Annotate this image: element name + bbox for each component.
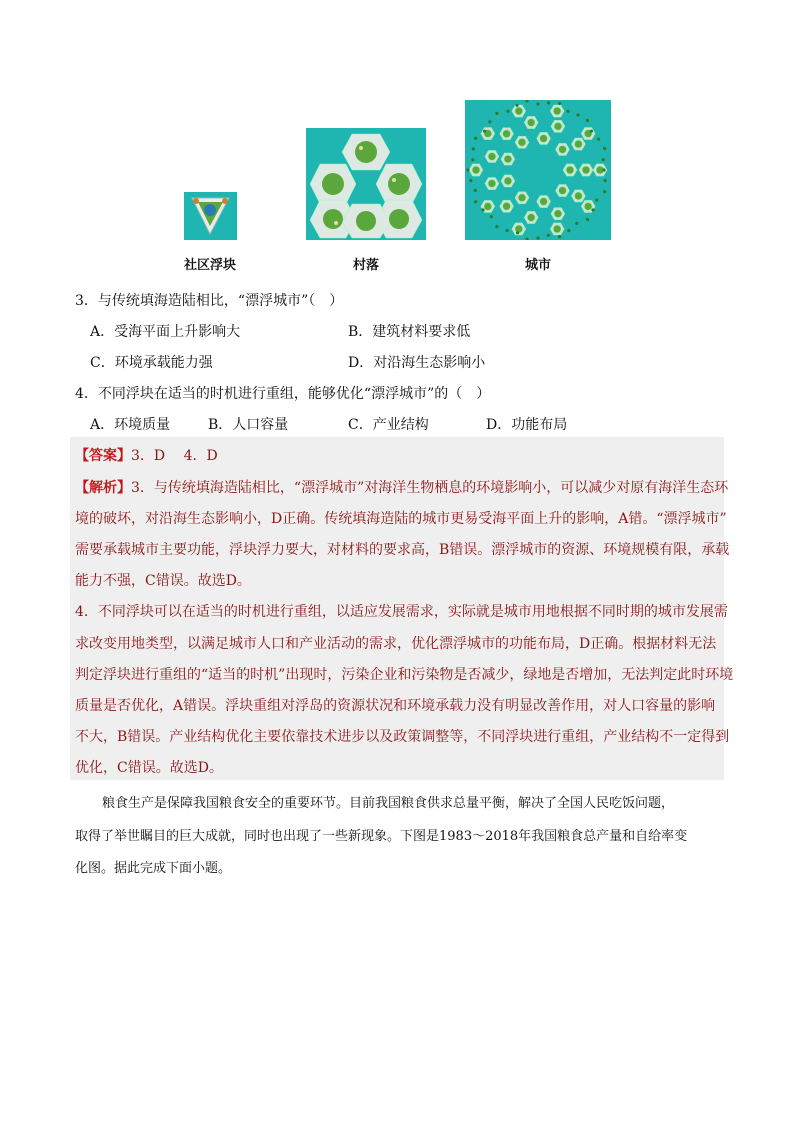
analysis-line-6: 求改变用地类型，以满足城市人口和产业活动的需求，优化漂浮城市的功能布局，D正确。根据材料无法	[75, 636, 717, 652]
analysis-tag: 【解析】	[75, 480, 131, 496]
city-outer-dot	[590, 130, 593, 133]
analysis-text-1: 3．与传统填海造陆相比，“漂浮城市”对海洋生物栖息的环境影响小，可以减少对原有海洋生态环	[131, 480, 729, 496]
city-image	[465, 100, 611, 240]
city-hex-green	[518, 194, 526, 202]
city-outer-dot	[536, 236, 539, 239]
city-outer-dot	[481, 208, 484, 211]
analysis-line-1	[75, 477, 728, 497]
city-outer-dot	[595, 198, 598, 201]
community-float-image	[184, 192, 237, 240]
city-hex-green	[504, 155, 512, 163]
answer-text: 3．D 4．D	[131, 448, 218, 464]
city-outer-dot	[547, 101, 550, 104]
city-hex-green	[488, 180, 496, 188]
city-outer-dot	[586, 119, 589, 122]
passage-line-1: 粮食生产是保障我国粮食安全的重要环节。目前我国粮食供求总量平衡，解决了全国人民吃饭问题，	[102, 796, 675, 811]
caption-city: 城市	[524, 257, 551, 272]
city-hex-green	[582, 166, 590, 174]
analysis-line-8: 质量是否优化，A错误。浮块重组对浮岛的资源状况和环境承载力没有明显改善作用，对人口容量的影响	[75, 698, 716, 714]
city-hex-green	[540, 135, 548, 143]
question-3-stem: 3．与传统填海造陆相比，“漂浮城市”（ ）	[75, 293, 344, 309]
city-hex-green	[488, 153, 496, 161]
city-outer-dot	[495, 112, 498, 115]
city-outer-dot	[602, 158, 605, 161]
city-outer-dot	[469, 179, 472, 182]
community-float-drawing	[184, 192, 237, 240]
city-hex-green	[527, 214, 535, 222]
city-outer-dot	[536, 102, 539, 105]
city-hex-green	[515, 225, 523, 233]
analysis-line-10: 优化，C错误。故选D。	[75, 760, 223, 776]
city-outer-dot	[474, 137, 477, 140]
city-outer-dot	[506, 229, 509, 232]
city-outer-dot	[567, 229, 570, 232]
question-4-stem: 4．不同浮块在适当的时机进行重组，能够优化“漂浮城市”的（ ）	[75, 386, 491, 402]
city-hex-green	[575, 192, 583, 200]
analysis-line-9: 不大，B错误。产业结构优化主要依靠技术进步以及政策调整等，不同浮块进行重组，产业结构不一定得到	[75, 729, 730, 745]
city-outer-dot	[471, 158, 474, 161]
city-outer-dot	[575, 222, 578, 225]
answer-line	[75, 445, 218, 465]
city-outer-dot	[483, 130, 486, 133]
analysis-line-2: 境的破坏，对沿海生态影响小，D正确。传统填海造陆的城市更易受海平面上升的影响，A错。“漂浮城市”	[75, 511, 727, 527]
city-hex-green	[515, 107, 523, 115]
city-outer-dot	[525, 100, 528, 103]
village-drawing	[306, 128, 426, 240]
city-outer-dot	[474, 200, 477, 203]
city-outer-dot	[474, 189, 477, 192]
city-hex-green	[484, 203, 492, 211]
answer-tag: 【答案】	[75, 448, 131, 464]
city-outer-dot	[604, 179, 607, 182]
city-hex-green	[504, 177, 512, 185]
city-hex-green	[472, 166, 480, 174]
analysis-line-5: 4．不同浮块可以在适当的时机进行重组，以适应发展需求，实际就是城市用地根据不同时期的城市发展需	[75, 604, 728, 620]
city-hex-green	[553, 225, 561, 233]
analysis-line-3: 需要承载城市主要功能，浮块浮力要大，对材料的要求高，B错误。漂浮城市的资源、环境规模有限，承载	[75, 542, 730, 558]
q4-option-a: A．环境质量	[90, 417, 171, 433]
city-outer-dot	[597, 138, 600, 141]
city-hex-green	[554, 122, 562, 130]
city-outer-dot	[558, 235, 561, 238]
city-outer-dot	[547, 234, 550, 237]
city-hex-green	[559, 187, 567, 195]
city-outer-dot	[566, 110, 569, 113]
analysis-line-4: 能力不强，C错误。故选D。	[75, 573, 251, 589]
city-outer-dot	[466, 168, 469, 171]
city-outer-dot	[490, 215, 493, 218]
city-drawing	[465, 100, 611, 240]
q3-option-b: B．建筑材料要求低	[348, 324, 471, 340]
analysis-line-7: 判定浮块进行重组的“适当的时机”出现时，污染企业和污染物是否减少，绿地是否增加，无法判定此时环境	[75, 667, 734, 683]
city-outer-dot	[591, 208, 594, 211]
city-outer-dot	[602, 168, 605, 171]
city-outer-dot	[516, 231, 519, 234]
city-outer-dot	[603, 147, 606, 150]
passage-line-2: 取得了举世瞩目的巨大成就，同时也出现了一些新现象。下图是1983～2018年我国粮食总产量和自给率变	[75, 829, 688, 844]
q4-option-c: C．产业结构	[348, 417, 429, 433]
city-hex-green	[540, 198, 548, 206]
city-hex-green	[527, 119, 535, 127]
q4-option-d: D．功能布局	[486, 417, 568, 433]
city-hex-green	[566, 166, 574, 174]
city-outer-dot	[488, 120, 491, 123]
city-hex-green	[518, 138, 526, 146]
city-outer-dot	[506, 110, 509, 113]
city-outer-dot	[586, 218, 589, 221]
city-hex-green	[503, 130, 511, 138]
city-hex-green	[553, 107, 561, 115]
passage-line-3: 化图。据此完成下面小题。	[75, 861, 232, 876]
q4-option-b: B．人口容量	[208, 417, 289, 433]
city-hex-green	[584, 203, 592, 211]
city-hex-green	[575, 140, 583, 148]
city-outer-dot	[603, 190, 606, 193]
city-hex-green	[554, 210, 562, 218]
q3-option-c: C．环境承载能力强	[90, 355, 213, 371]
village-image	[306, 128, 426, 240]
city-outer-dot	[558, 102, 561, 105]
q3-option-a: A．受海平面上升影响大	[90, 324, 241, 340]
city-outer-dot	[472, 147, 475, 150]
caption-village: 村落	[352, 257, 379, 272]
city-hex-green	[503, 202, 511, 210]
caption-community: 社区浮块	[183, 257, 236, 272]
q3-option-d: D．对沿海生态影响小	[348, 355, 486, 371]
city-outer-dot	[495, 225, 498, 228]
city-outer-dot	[525, 238, 528, 241]
city-outer-dot	[576, 113, 579, 116]
city-hex-green	[559, 146, 567, 154]
city-outer-dot	[515, 104, 518, 107]
